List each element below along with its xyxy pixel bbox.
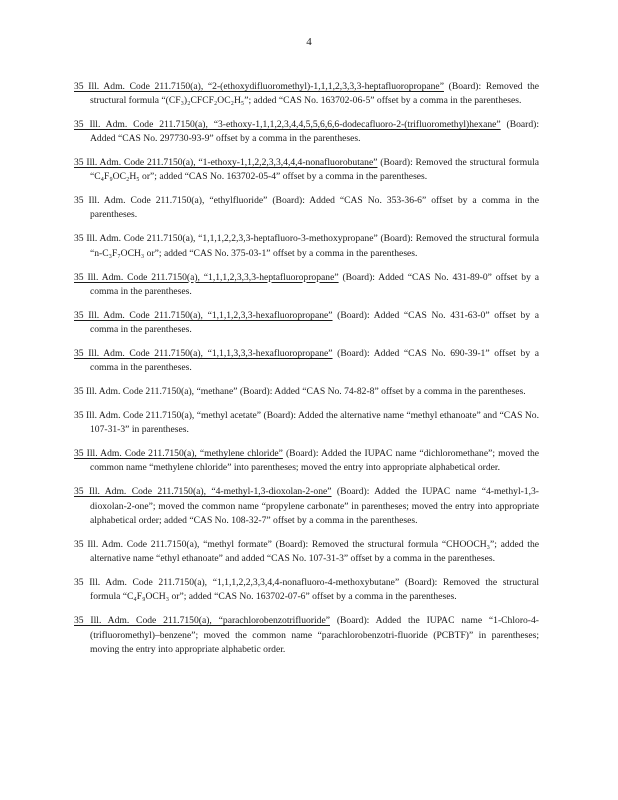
amendment-entry	[74, 614, 539, 657]
entry-citation: 35 Ill. Adm. Code 211.7150(a), “1-ethoxy-1,1,2,2,3,3,4,4,4-nonafluorobutane”	[74, 156, 378, 168]
amendment-list	[74, 70, 539, 663]
entry-text: (Board): Added “CAS No. 431-63-0” offset by a comma in the parentheses.	[90, 309, 539, 336]
amendment-entry	[74, 309, 539, 338]
entry-text: (Board): Added the IUPAC name “4-methyl-1,3-dioxolan-2-one”; moved the common name “propylene carbonate” in parentheses; moved the entry into appropriate alphabetical order; added “CAS No. 108-32-7” offset by a comma in the parentheses.	[90, 486, 539, 526]
entry-citation: 35 Ill. Adm. Code 211.7150(a), “methylene chloride”	[74, 448, 283, 460]
amendment-entry	[74, 485, 539, 528]
entry-citation: 35 Ill. Adm. Code 211.7150(a), “3-ethoxy-1,1,1,2,3,4,4,5,5,6,6,6-dodecafluoro-2-(trifluoromethyl)hexane”	[74, 118, 501, 130]
entry-text: (Board): Added the alternative name “methyl ethanoate” and “CAS No. 107-31-3” in parentheses.	[90, 409, 539, 436]
entry-text: (Board): Removed the structural formula “C₄F₉OCH₃ or”; added “CAS No. 163702-07-6” offset by a comma in the parentheses.	[90, 577, 539, 603]
page-number: 4	[306, 36, 312, 48]
entry-text: (Board): Added “CAS No. 690-39-1” offset by a comma in the parentheses.	[90, 347, 539, 374]
amendment-entry	[74, 232, 539, 261]
amendment-entry	[74, 271, 539, 300]
amendment-entry	[74, 538, 539, 567]
entry-text: (Board): Removed the structural formula “(CF₃)₂CFCF₂OC₂H₅”; added “CAS No. 163702-06-5” offset by a comma in the parentheses.	[90, 80, 539, 106]
amendment-entry	[74, 576, 539, 605]
entry-text: (Board): Added “CAS No. 353-36-6” offset by a comma in the parentheses.	[90, 195, 539, 221]
entry-citation: 35 Ill. Adm. Code 211.7150(a), “ethylfluoride”	[74, 195, 268, 207]
amendment-entry	[74, 156, 539, 185]
entry-text: (Board): Removed the structural formula “n-C₃F₇OCH₃ or”; added “CAS No. 375-03-1” offset by a comma in the parentheses.	[90, 233, 539, 259]
amendment-entry	[74, 80, 539, 109]
amendment-entry	[74, 447, 539, 476]
amendment-entry	[74, 347, 539, 376]
amendment-entry	[74, 118, 539, 147]
entry-citation: 35 Ill. Adm. Code 211.7150(a), “methane”	[74, 386, 238, 398]
amendment-entry	[74, 409, 539, 438]
amendment-entry	[74, 194, 539, 223]
entry-text: (Board): Added “CAS No. 297730-93-9” offset by a comma in the parentheses.	[90, 118, 540, 145]
entry-citation: 35 Ill. Adm. Code 211.7150(a), “1,1,1,2,2,3,3,4,4-nonafluoro-4-methoxybutane”	[74, 577, 400, 589]
entry-citation: 35 Ill. Adm. Code 211.7150(a), “methyl acetate”	[74, 409, 262, 421]
entry-citation: 35 Ill. Adm. Code 211.7150(a), “4-methyl-1,3-dioxolan-2-one”	[74, 486, 332, 498]
entry-citation: 35 Ill. Adm. Code 211.7150(a), “1,1,1,3,3,3-hexafluoropropane”	[74, 347, 333, 359]
entry-text: (Board): Removed the structural formula “CHOOCH₃”; added the alternative name “ethyl ethanoate” and added “CAS No. 107-31-3” offset by a comma in the parentheses.	[90, 538, 540, 565]
entry-text: (Board): Added the IUPAC name “dichloromethane”; moved the common name “methylene chloride” into parentheses; moved the entry into appropriate alphabetical order.	[90, 448, 539, 474]
entry-citation: 35 Ill. Adm. Code 211.7150(a), “parachlorobenzotrifluoride”	[74, 615, 330, 627]
entry-text: (Board): Added the IUPAC name “1-Chloro-4-(trifluoromethyl)–benzene”; moved the common name “parachlorobenzotri-fluoride (PCBTF)” in parentheses; moving the entry into appropriate alphabetic order.	[90, 615, 539, 655]
entry-text: (Board): Added “CAS No. 74-82-8” offset by a comma in the parentheses.	[237, 386, 526, 398]
entry-text: (Board): Removed the structural formula “C₄F₉OC₂H₅ or”; added “CAS No. 163702-05-4” offset by a comma in the parentheses.	[90, 156, 539, 183]
entry-citation: 35 Ill. Adm. Code 211.7150(a), “1,1,1,2,2,3,3-heptafluoro-3-methoxypropane”	[74, 233, 378, 245]
entry-citation: 35 Ill. Adm. Code 211.7150(a), “2-(ethoxydifluoromethyl)-1,1,1,2,3,3,3-heptafluoropropane”	[74, 80, 444, 92]
entry-citation: 35 Ill. Adm. Code 211.7150(a), “1,1,1,2,3,3,3-heptafluoropropane”	[74, 271, 339, 283]
entry-citation: 35 Ill. Adm. Code 211.7150(a), “1,1,1,2,3,3-hexafluoropropane”	[74, 309, 333, 321]
amendment-entry	[74, 385, 539, 399]
entry-citation: 35 Ill. Adm. Code 211.7150(a), “methyl formate”	[74, 538, 272, 550]
entry-text: (Board): Added “CAS No. 431-89-0” offset by a comma in the parentheses.	[90, 271, 539, 297]
